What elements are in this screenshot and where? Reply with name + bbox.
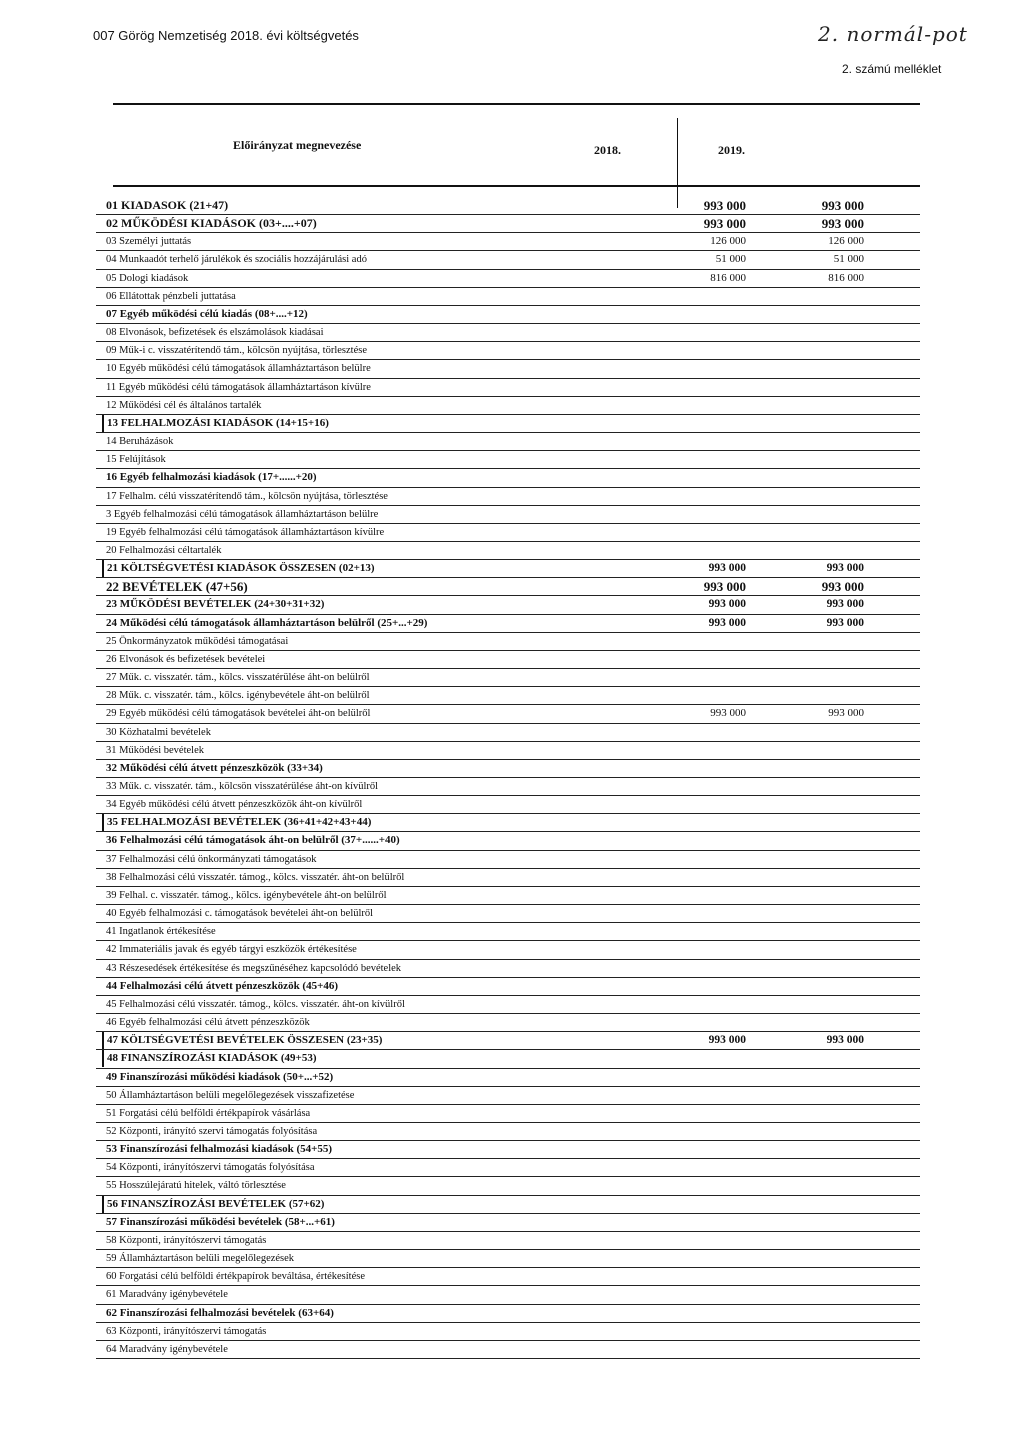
table-row xyxy=(96,560,920,578)
row-label: 14 Beruházások xyxy=(106,436,174,448)
column-title-name: Előirányzat megnevezése xyxy=(233,138,362,152)
row-label: 56 FINANSZÍROZÁSI BEVÉTELEK (57+62) xyxy=(102,1196,324,1213)
row-label: 21 KÖLTSÉGVETÉSI KIADÁSOK ÖSSZESEN (02+13) xyxy=(102,560,375,577)
row-label: 3 Egyéb felhalmozási célú támogatások államháztartáson belülre xyxy=(106,508,379,520)
table-row xyxy=(96,270,920,288)
row-label: 11 Egyéb működési célú támogatások államháztartáson kívülre xyxy=(106,381,371,393)
table-row xyxy=(96,1069,920,1087)
row-label: 08 Elvonások, befizetések és elszámolások kiadásai xyxy=(106,327,324,339)
table-row xyxy=(96,1105,920,1123)
table-row xyxy=(96,978,920,996)
row-label: 26 Elvonások és befizetések bevételei xyxy=(106,653,266,665)
table-row xyxy=(96,578,920,596)
value-2018: 993 000 xyxy=(703,216,746,232)
row-label: 45 Felhalmozási célú visszatér. támog., kölcs. visszatér. áht-on kívülről xyxy=(106,998,405,1010)
table-row xyxy=(96,1214,920,1232)
table-row xyxy=(96,814,920,832)
table-row xyxy=(96,1032,920,1050)
row-label: 62 Finanszírozási felhalmozási bevételek (63+64) xyxy=(106,1306,334,1319)
row-label: 29 Egyéb működési célú támogatások bevételei áht-on belülről xyxy=(106,708,371,720)
row-label: 50 Államháztartáson belüli megelőlegezések visszafizetése xyxy=(106,1089,355,1101)
row-label: 49 Finanszírozási működési kiadások (50+...+52) xyxy=(106,1070,334,1083)
table-row xyxy=(96,996,920,1014)
table-row xyxy=(96,251,920,269)
header-top-rule xyxy=(113,103,920,105)
row-label: 61 Maradvány igénybevétele xyxy=(106,1289,228,1301)
value-2019: 993 000 xyxy=(821,579,864,595)
table-row xyxy=(96,615,920,633)
table-row xyxy=(96,324,920,342)
row-label: 51 Forgatási célú belföldi értékpapírok vásárlása xyxy=(106,1107,311,1119)
table-row xyxy=(96,488,920,506)
table-row xyxy=(96,1050,920,1068)
row-label: 10 Egyéb működési célú támogatások államháztartáson belülre xyxy=(106,363,371,375)
table-row xyxy=(96,215,920,233)
row-label: 46 Egyéb felhalmozási célú átvett pénzeszközök xyxy=(106,1017,310,1029)
table-row xyxy=(96,542,920,560)
row-label: 19 Egyéb felhalmozási célú támogatások államháztartáson kívülre xyxy=(106,526,385,538)
table-row xyxy=(96,1159,920,1177)
table-row xyxy=(96,306,920,324)
header-bottom-rule xyxy=(113,185,920,187)
row-label: 44 Felhalmozási célú átvett pénzeszközök (45+46) xyxy=(106,979,339,992)
row-label: 09 Műk-i c. visszatérítendő tám., kölcsön nyújtása, törlesztése xyxy=(106,345,367,357)
table-row xyxy=(96,1141,920,1159)
row-label: 42 Immateriális javak és egyéb tárgyi eszközök értékesítése xyxy=(106,944,357,956)
row-label: 13 FELHALMOZÁSI KIADÁSOK (14+15+16) xyxy=(102,415,329,432)
row-label: 04 Munkaadót terhelő járulékok és szociális hozzájárulási adó xyxy=(106,254,367,266)
row-label: 43 Részesedések értékesítése és megszűnéséhez kapcsolódó bevételek xyxy=(106,962,402,974)
row-label: 32 Működési célú átvett pénzeszközök (33+34) xyxy=(106,761,323,774)
table-row xyxy=(96,905,920,923)
value-2019: 993 000 xyxy=(826,1034,864,1047)
row-label: 36 Felhalmozási célú támogatások áht-on belülről (37+......+40) xyxy=(106,834,400,847)
table-row xyxy=(96,506,920,524)
table-row xyxy=(96,796,920,814)
value-2018: 993 000 xyxy=(708,1034,746,1047)
value-2018: 816 000 xyxy=(710,271,746,284)
table-row xyxy=(96,1232,920,1250)
row-label: 33 Műk. c. visszatér. tám., kölcsön visszatérülése áht-on kívülről xyxy=(106,781,379,792)
table-row xyxy=(96,941,920,959)
row-label: 25 Önkormányzatok működési támogatásai xyxy=(106,635,289,647)
table-row xyxy=(96,1305,920,1323)
value-2019: 126 000 xyxy=(828,235,864,248)
value-2018: 993 000 xyxy=(708,562,746,575)
table-row xyxy=(96,633,920,651)
row-label: 41 Ingatlanok értékesítése xyxy=(106,926,216,938)
row-label: 40 Egyéb felhalmozási c. támogatások bevételei áht-on belülről xyxy=(106,908,374,920)
table-row xyxy=(96,778,920,796)
row-label: 02 MŰKÖDÉSI KIADÁSOK (03+....+07) xyxy=(106,216,317,231)
row-label: 58 Központi, irányítószervi támogatás xyxy=(106,1234,267,1246)
value-2018: 993 000 xyxy=(710,707,746,720)
table-row xyxy=(96,869,920,887)
table-row xyxy=(96,887,920,905)
value-2019: 993 000 xyxy=(821,198,864,213)
table-row xyxy=(96,923,920,941)
row-label: 15 Felújítások xyxy=(106,454,166,466)
row-label: 30 Közhatalmi bevételek xyxy=(106,726,211,738)
table-row xyxy=(96,1123,920,1141)
value-2019: 993 000 xyxy=(826,616,864,629)
table-row xyxy=(96,1196,920,1214)
row-label: 20 Felhalmozási céltartalék xyxy=(106,544,222,556)
table-row xyxy=(96,832,920,850)
row-label: 53 Finanszírozási felhalmozási kiadások (54+55) xyxy=(106,1143,333,1156)
table-row xyxy=(96,360,920,378)
row-label: 23 MŰKÖDÉSI BEVÉTELEK (24+30+31+32) xyxy=(106,598,325,611)
row-label: 24 Működési célú támogatások államháztartáson belülről (25+...+29) xyxy=(106,616,428,629)
value-2019: 993 000 xyxy=(826,562,864,575)
row-label: 60 Forgatási célú belföldi értékpapírok beváltása, értékesítése xyxy=(106,1271,366,1283)
table-row xyxy=(96,1250,920,1268)
table-row xyxy=(96,197,920,215)
value-2018: 993 000 xyxy=(708,616,746,629)
column-title-2018: 2018. xyxy=(594,143,621,157)
row-label: 31 Működési bevételek xyxy=(106,744,204,756)
table-row xyxy=(96,742,920,760)
value-2019: 993 000 xyxy=(821,216,864,232)
table-row xyxy=(96,415,920,433)
table-row xyxy=(96,724,920,742)
row-label: 47 KÖLTSÉGVETÉSI BEVÉTELEK ÖSSZESEN (23+35) xyxy=(102,1032,382,1049)
value-2019: 51 000 xyxy=(833,253,864,266)
table-row xyxy=(96,342,920,360)
row-label: 17 Felhalm. célú visszatérítendő tám., kölcsön nyújtása, törlesztése xyxy=(106,490,388,502)
handwritten-note: 2. normál-pot xyxy=(818,22,968,46)
table-row xyxy=(96,651,920,669)
row-label: 39 Felhal. c. visszatér. támog., kölcs. igénybevétele áht-on belülről xyxy=(106,889,387,901)
document-title: 007 Görög Nemzetiség 2018. évi költségvetés xyxy=(93,28,359,43)
table-row xyxy=(96,669,920,687)
row-label: 01 KIADASOK (21+47) xyxy=(106,198,229,212)
row-label: 55 Hosszúlejáratú hitelek, váltó törlesztése xyxy=(106,1180,286,1192)
table-row xyxy=(96,379,920,397)
table-row xyxy=(96,1323,920,1341)
header-column-divider xyxy=(677,118,678,208)
row-label: 57 Finanszírozási működési bevételek (58+...+61) xyxy=(106,1215,335,1228)
table-row xyxy=(96,687,920,705)
table-row xyxy=(96,1014,920,1032)
value-2018: 51 000 xyxy=(715,253,746,266)
row-label: 54 Központi, irányítószervi támogatás folyósítása xyxy=(106,1162,315,1174)
row-label: 05 Dologi kiadások xyxy=(106,272,189,284)
row-label: 64 Maradvány igénybevétele xyxy=(106,1343,228,1355)
table-row xyxy=(96,433,920,451)
row-label: 22 BEVÉTELEK (47+56) xyxy=(106,579,248,595)
table-row xyxy=(96,524,920,542)
table-row xyxy=(96,451,920,469)
table-row xyxy=(96,705,920,723)
row-label: 06 Ellátottak pénzbeli juttatása xyxy=(106,290,236,302)
value-2018: 993 000 xyxy=(703,579,746,595)
value-2019: 993 000 xyxy=(826,598,864,611)
table-row xyxy=(96,960,920,978)
table-row xyxy=(96,760,920,778)
row-label: 38 Felhalmozási célú visszatér. támog., kölcs. visszatér. áht-on belülről xyxy=(106,871,405,883)
row-label: 48 FINANSZÍROZÁSI KIADÁSOK (49+53) xyxy=(102,1050,317,1067)
table-row xyxy=(96,397,920,415)
value-2018: 993 000 xyxy=(708,598,746,611)
value-2019: 816 000 xyxy=(828,271,864,284)
table-row xyxy=(96,469,920,487)
row-label: 52 Központi, irányító szervi támogatás folyósítása xyxy=(106,1125,318,1137)
table-row xyxy=(96,233,920,251)
table-row xyxy=(96,1341,920,1359)
annex-label: 2. számú melléklet xyxy=(842,62,942,76)
row-label: 27 Műk. c. visszatér. tám., kölcs. visszatérülése áht-on belülről xyxy=(106,672,370,684)
column-title-2019: 2019. xyxy=(718,143,745,157)
row-label: 34 Egyéb működési célú átvett pénzeszközök áht-on kívülről xyxy=(106,799,363,811)
row-label: 28 Műk. c. visszatér. tám., kölcs. igénybevétele áht-on belülről xyxy=(106,690,370,702)
row-label: 12 Működési cél és általános tartalék xyxy=(106,399,262,411)
budget-table xyxy=(96,197,920,1359)
table-row xyxy=(96,1286,920,1304)
table-row xyxy=(96,1268,920,1286)
row-label: 07 Egyéb működési célú kiadás (08+....+12) xyxy=(106,307,308,320)
value-2019: 993 000 xyxy=(828,707,864,720)
table-row xyxy=(96,851,920,869)
row-label: 63 Központi, irányítószervi támogatás xyxy=(106,1325,267,1337)
row-label: 35 FELHALMOZÁSI BEVÉTELEK (36+41+42+43+44) xyxy=(102,814,371,831)
table-row xyxy=(96,1087,920,1105)
row-label: 03 Személyi juttatás xyxy=(106,236,192,248)
value-2018: 126 000 xyxy=(710,235,746,248)
table-row xyxy=(96,288,920,306)
table-row xyxy=(96,596,920,614)
value-2018: 993 000 xyxy=(703,198,746,213)
table-row xyxy=(96,1177,920,1195)
row-label: 16 Egyéb felhalmozási kiadások (17+......+20) xyxy=(106,471,317,484)
row-label: 37 Felhalmozási célú önkormányzati támogatások xyxy=(106,853,317,865)
row-label: 59 Államháztartáson belüli megelőlegezések xyxy=(106,1253,295,1265)
